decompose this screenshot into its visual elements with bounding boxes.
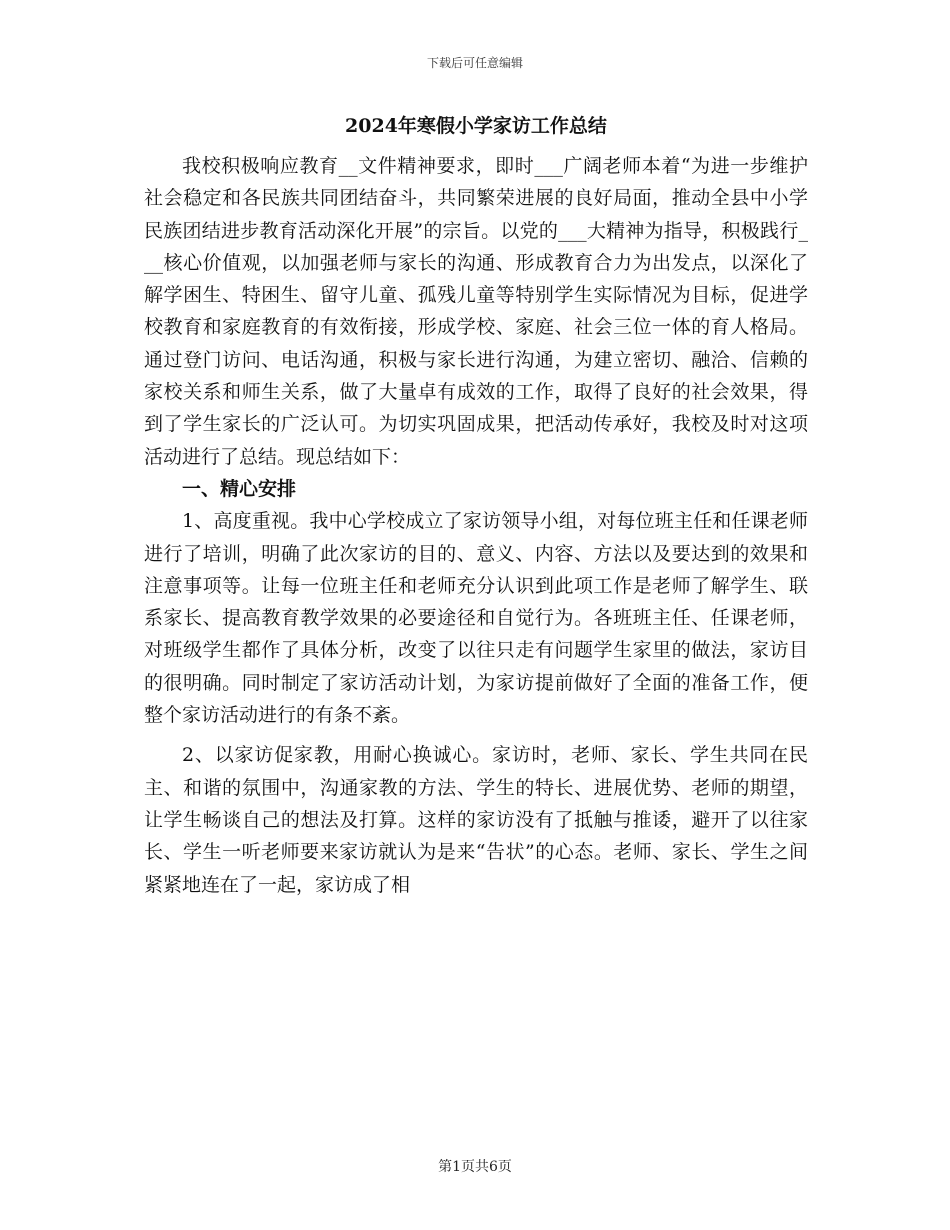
document-title: 2024年寒假小学家访工作总结 xyxy=(345,115,607,137)
paragraph-gap xyxy=(144,731,808,739)
item-1-paragraph: 1、高度重视。我中心学校成立了家访领导小组，对每位班主任和任课老师进行了培训，明确了此次家访的目的、意义、内容、方法以及要达到的效果和注意事项等。让每一位班主任和老师充分认识到此项工作是老师了解学生、联系家长、提高教育教学效果的必要途径和自觉行为。各班班主任、任课老师，对班级学生都作了具体分析，改变了以往只走有问题学生家里的做法，家访目的很明确。同时制定了家访活动计划，为家访提前做好了全面的准备工作，便整个家访活动进行的有条不紊。 xyxy=(144,510,808,727)
section-heading: 一、精心安排 xyxy=(182,477,297,500)
page-number: 第1页共6页 xyxy=(438,1159,512,1175)
intro-paragraph: 我校积极响应教育__文件精神要求，即时___广阔老师本着“为进一步维护社会稳定和各民族共同团结奋斗，共同繁荣进展的良好局面，推动全县中小学民族团结进步教育活动深化开展”的宗旨。以党的___大精神为指导，积极践行___核心价值观，以加强老师与家长的沟通、形成教育合力为出发点，以深化了解学困生、特困生、留守儿童、孤残儿童等特别学生实际情况为目标，促进学校教育和家庭教育的有效衔接，形成学校、家庭、社会三位一体的育人格局。通过登门访问、电话沟通，积极与家长进行沟通，为建立密切、融洽、信赖的家校关系和师生关系，做了大量卓有成效的工作，取得了良好的社会效果，得到了学生家长的广泛认可。为切实巩固成果，把活动传承好，我校及时对这项活动进行了总结。现总结如下： xyxy=(144,155,808,468)
item-2-paragraph: 2、以家访促家教，用耐心换诚心。家访时，老师、家长、学生共同在民主、和谐的氛围中，沟通家教的方法、学生的特长、进展优势、老师的期望，让学生畅谈自己的想法及打算。这样的家访没有了抵触与推诿，避开了以往家长、学生一听老师要来家访就认为是来“告状”的心态。老师、家长、学生之间紧紧地连在了一起，家访成了相 xyxy=(144,744,808,896)
document-body xyxy=(144,112,808,901)
page-header-note: 下载后可任意编辑 xyxy=(426,56,523,70)
